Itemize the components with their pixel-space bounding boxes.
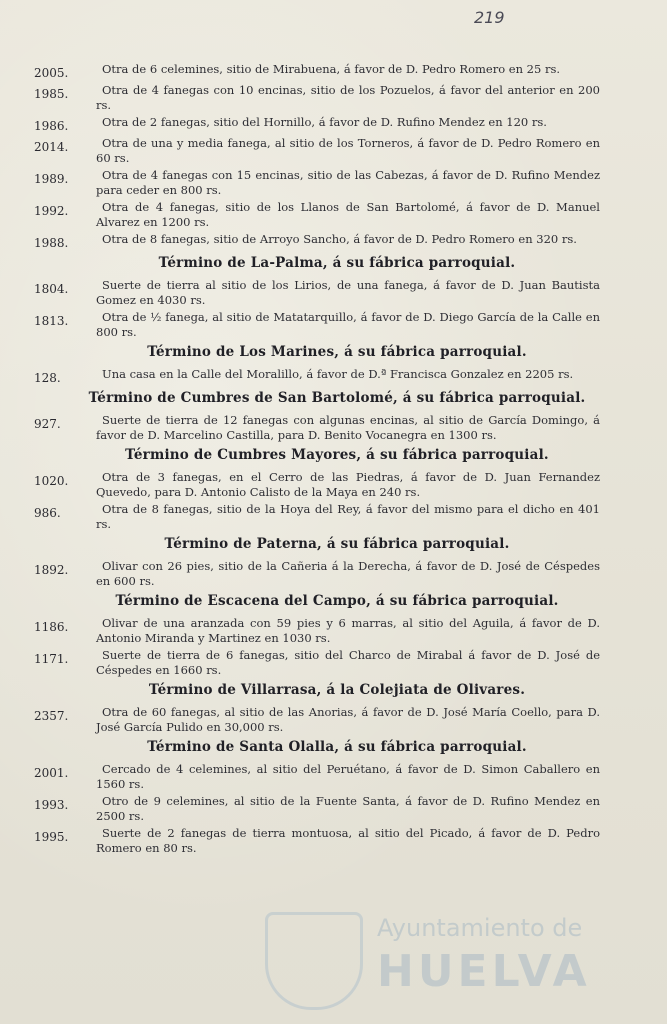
entry-number: 927. xyxy=(34,417,61,431)
section-heading: Término de Cumbres de San Bartolomé, á su fábrica parroquial. xyxy=(88,390,586,406)
entry-row xyxy=(34,470,600,499)
entry-number: 1892. xyxy=(34,563,69,577)
entry-row xyxy=(34,83,600,112)
entry-number: 128. xyxy=(34,371,61,385)
entry-text: Una casa en la Calle del Moralillo, á favor de D.ª Francisca Gonzalez en 2205 rs. xyxy=(102,367,574,381)
entry-text: Otra de 8 fanegas, sitio de la Hoya del Rey, á favor del mismo para el dicho en 401 rs. xyxy=(96,502,600,531)
section-heading: Término de Los Marines, á su fábrica parroquial. xyxy=(147,344,527,360)
city-shield-icon xyxy=(265,912,363,1010)
entry-text: Suerte de tierra al sitio de los Lirios, de una fanega, á favor de D. Juan Bautista Gomez en 4030 rs. xyxy=(96,278,600,307)
entry-row xyxy=(34,367,600,385)
entry-row xyxy=(34,200,600,229)
section-heading: Término de Paterna, á su fábrica parroquial. xyxy=(164,536,510,552)
entry-number: 1804. xyxy=(34,282,69,296)
entry-text: Otra de 4 fanegas con 15 encinas, sitio de las Cabezas, á favor de D. Rufino Mendez para ceder en 800 rs. xyxy=(96,168,600,197)
watermark-line2: HUELVA xyxy=(377,946,591,997)
entry-row xyxy=(34,278,600,307)
entry-row xyxy=(34,62,600,80)
entry-number: 1171. xyxy=(34,652,69,666)
page-number: 219 xyxy=(474,8,505,27)
entry-row xyxy=(34,168,600,197)
entry-number: 1995. xyxy=(34,830,69,844)
entry-number: 1989. xyxy=(34,172,69,186)
entry-text: Cercado de 4 celemines, al sitio del Peruétano, á favor de D. Simon Caballero en 1560 rs. xyxy=(96,762,600,791)
entry-text: Otra de 4 fanegas con 10 encinas, sitio de los Pozuelos, á favor del anterior en 200 rs. xyxy=(96,83,600,112)
entry-text: Suerte de tierra de 12 fanegas con algunas encinas, al sitio de García Domingo, á favor de D. Marcelino Castilla, para D. Benito Vocanegra en 1300 rs. xyxy=(96,413,600,442)
section-heading: Término de Escacena del Campo, á su fábrica parroquial. xyxy=(115,593,559,609)
entry-row xyxy=(34,648,600,677)
entry-text: Otra de 6 celemines, sitio de Mirabuena, á favor de D. Pedro Romero en 25 rs. xyxy=(102,62,561,76)
entry-text: Otra de 60 fanegas, al sitio de las Anorias, á favor de D. José María Coello, para D. José García Pulido en 30,000 rs. xyxy=(96,705,600,734)
entry-number: 1992. xyxy=(34,204,69,218)
entry-text: Otra de 8 fanegas, sitio de Arroyo Sancho, á favor de D. Pedro Romero en 320 rs. xyxy=(102,232,577,246)
section-heading: Término de La-Palma, á su fábrica parroquial. xyxy=(158,255,516,271)
entry-row xyxy=(34,762,600,791)
entry-row xyxy=(34,794,600,823)
entry-number: 1993. xyxy=(34,798,69,812)
entry-number: 986. xyxy=(34,506,61,520)
entry-row xyxy=(34,705,600,734)
entry-text: Otra de 4 fanegas, sitio de los Llanos de San Bartolomé, á favor de D. Manuel Alvarez en 1200 rs. xyxy=(96,200,600,229)
entry-text: Otra de ½ fanega, al sitio de Matatarquillo, á favor de D. Diego García de la Calle en 800 rs. xyxy=(96,310,600,339)
entry-number: 1186. xyxy=(34,620,69,634)
entry-number: 2357. xyxy=(34,709,69,723)
entry-text: Suerte de 2 fanegas de tierra montuosa, al sitio del Picado, á favor de D. Pedro Romero en 80 rs. xyxy=(96,826,600,855)
entry-text: Olivar de una aranzada con 59 pies y 6 marras, al sitio del Aguila, á favor de D. Antonio Miranda y Martinez en 1030 rs. xyxy=(96,616,600,645)
entry-text: Suerte de tierra de 6 fanegas, sitio del Charco de Mirabal á favor de D. José de Céspedes en 1660 rs. xyxy=(96,648,600,677)
entry-number: 1020. xyxy=(34,474,69,488)
entry-number: 1988. xyxy=(34,236,69,250)
entry-number: 2005. xyxy=(34,66,69,80)
entry-row xyxy=(34,616,600,645)
entry-row xyxy=(34,232,600,250)
section-heading: Término de Cumbres Mayores, á su fábrica parroquial. xyxy=(125,447,549,463)
watermark xyxy=(265,908,595,1013)
entry-number: 2014. xyxy=(34,140,69,154)
entry-row xyxy=(34,826,600,855)
entry-text: Olivar con 26 pies, sitio de la Cañeria á la Derecha, á favor de D. José de Céspedes en 600 rs. xyxy=(96,559,600,588)
watermark-line1: Ayuntamiento de xyxy=(377,914,583,942)
entry-text: Otra de 2 fanegas, sitio del Hornillo, á favor de D. Rufino Mendez en 120 rs. xyxy=(102,115,547,129)
entry-number: 1985. xyxy=(34,87,69,101)
entry-text: Otro de 9 celemines, al sitio de la Fuente Santa, á favor de D. Rufino Mendez en 2500 rs. xyxy=(96,794,600,823)
entry-row xyxy=(34,413,600,442)
entry-text: Otra de una y media fanega, al sitio de los Torneros, á favor de D. Pedro Romero en 60 rs. xyxy=(96,136,600,165)
entry-row xyxy=(34,310,600,339)
entry-row xyxy=(34,115,600,133)
section-heading: Término de Villarrasa, á la Colejiata de Olivares. xyxy=(148,682,526,698)
entry-number: 1986. xyxy=(34,119,69,133)
entry-row xyxy=(34,136,600,165)
entry-row xyxy=(34,559,600,588)
entry-number: 1813. xyxy=(34,314,69,328)
document-content xyxy=(34,62,600,858)
entry-text: Otra de 3 fanegas, en el Cerro de las Piedras, á favor de D. Juan Fernandez Quevedo, para D. Antonio Calisto de la Maya en 240 rs. xyxy=(96,470,600,499)
section-heading: Término de Santa Olalla, á su fábrica parroquial. xyxy=(147,739,527,755)
entry-number: 2001. xyxy=(34,766,69,780)
entry-row xyxy=(34,502,600,531)
